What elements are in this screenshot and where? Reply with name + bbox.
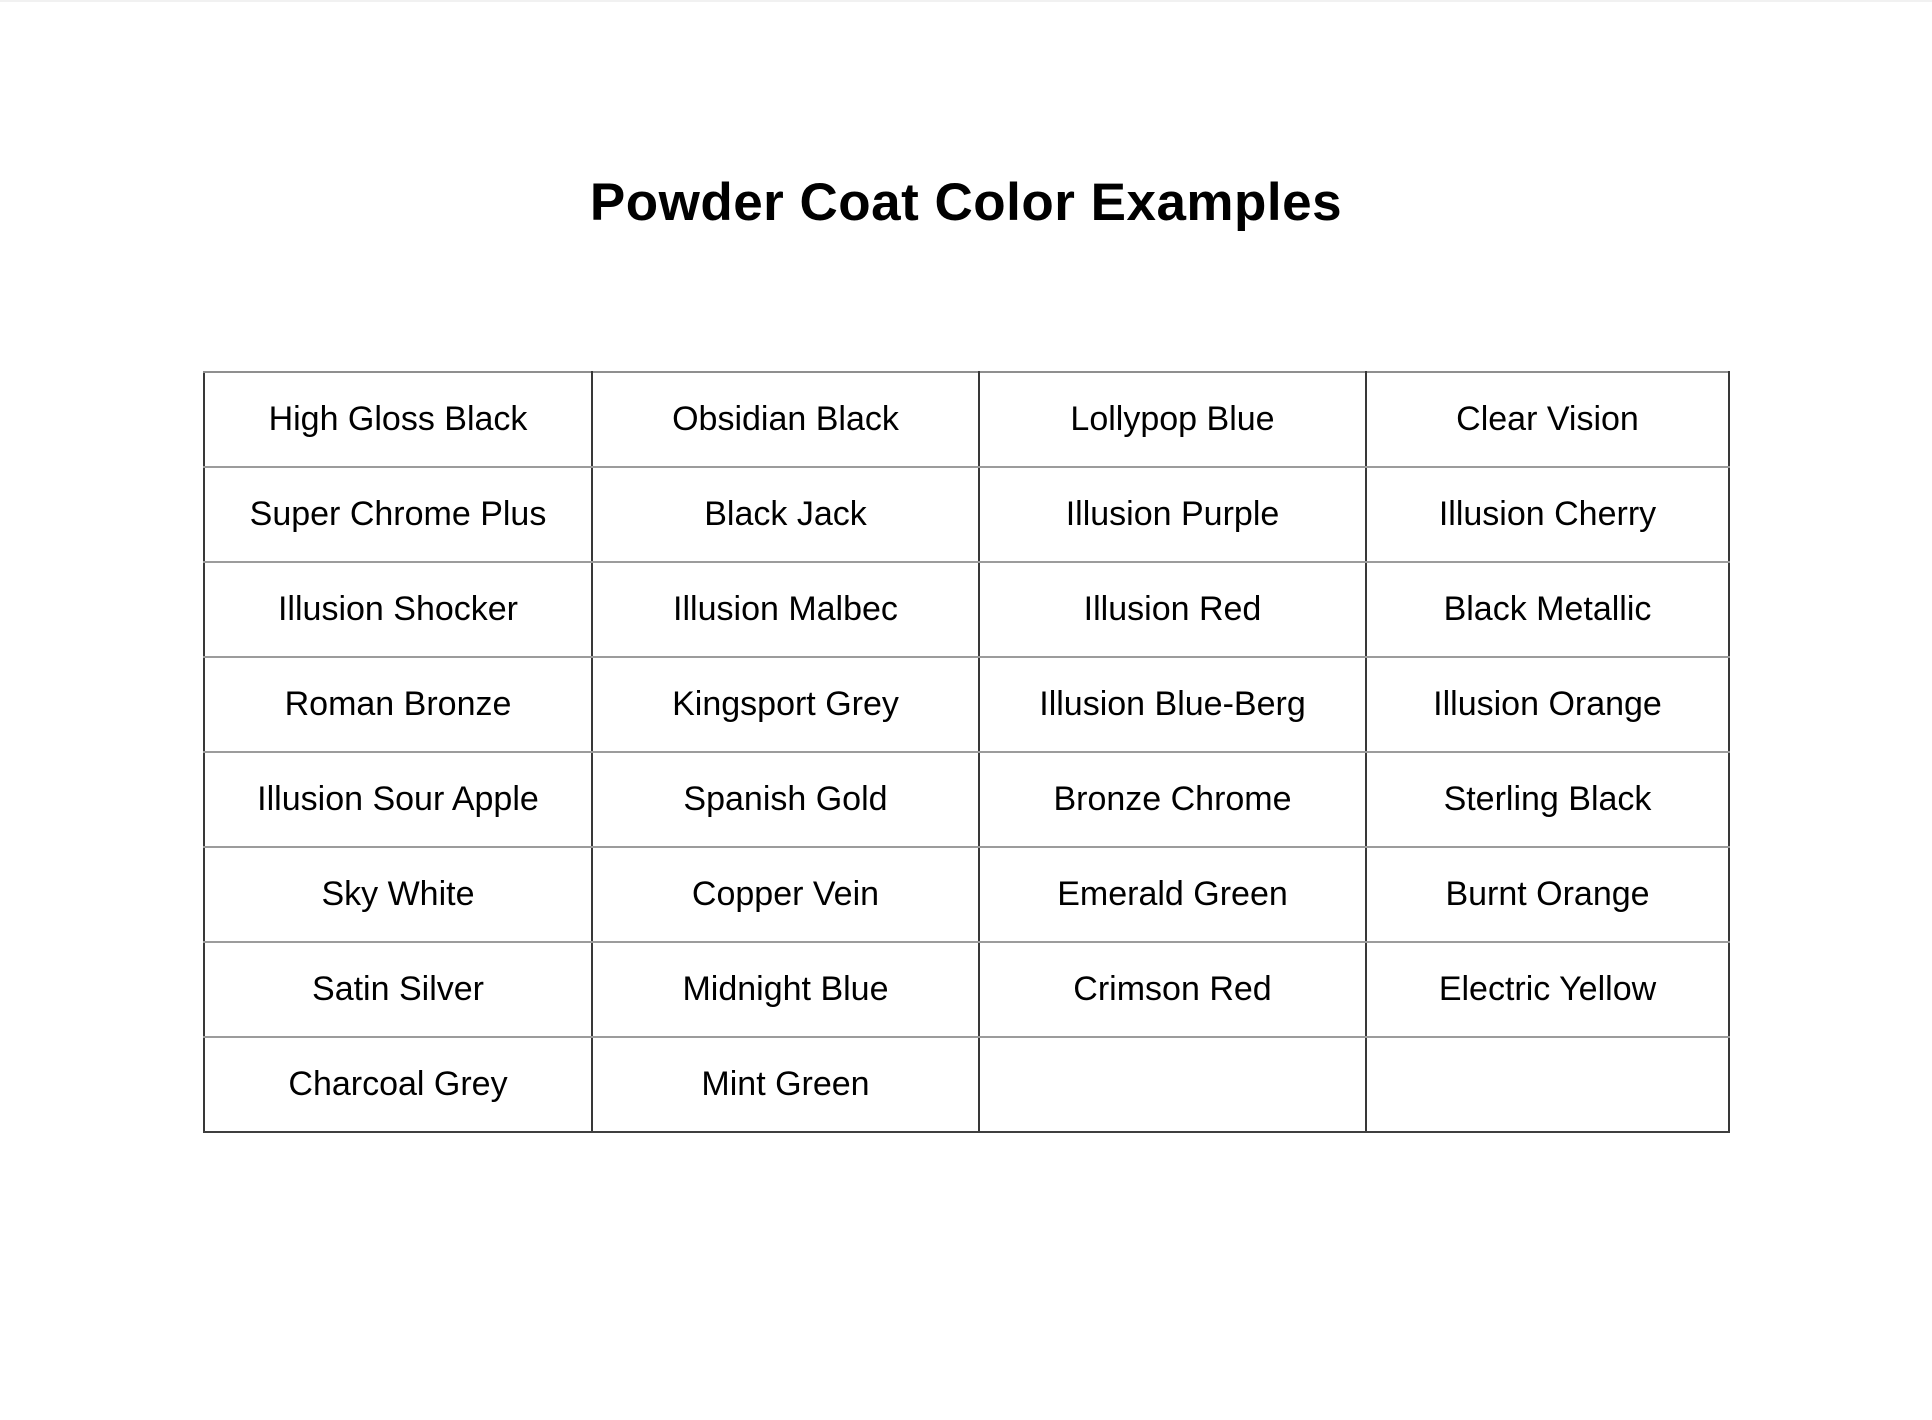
table-cell: High Gloss Black — [204, 372, 592, 467]
table-row — [204, 657, 1729, 752]
powder-coat-color-table — [203, 371, 1730, 1133]
table-row — [204, 467, 1729, 562]
table-cell: Clear Vision — [1366, 372, 1729, 467]
table-cell: Roman Bronze — [204, 657, 592, 752]
table-cell: Spanish Gold — [592, 752, 979, 847]
table-cell: Satin Silver — [204, 942, 592, 1037]
table-row — [204, 847, 1729, 942]
table-cell: Illusion Blue-Berg — [979, 657, 1366, 752]
table-row — [204, 752, 1729, 847]
table-cell: Illusion Shocker — [204, 562, 592, 657]
table-cell: Charcoal Grey — [204, 1037, 592, 1132]
table-cell: Illusion Purple — [979, 467, 1366, 562]
table-row — [204, 1037, 1729, 1132]
table-row — [204, 562, 1729, 657]
table-cell: Lollypop Blue — [979, 372, 1366, 467]
table-cell: Black Jack — [592, 467, 979, 562]
table-cell: Illusion Sour Apple — [204, 752, 592, 847]
table-cell: Illusion Cherry — [1366, 467, 1729, 562]
table-cell: Bronze Chrome — [979, 752, 1366, 847]
table-cell-empty — [979, 1037, 1366, 1132]
table-row — [204, 942, 1729, 1037]
table-cell: Illusion Malbec — [592, 562, 979, 657]
table-cell: Illusion Orange — [1366, 657, 1729, 752]
table-cell: Obsidian Black — [592, 372, 979, 467]
table-cell: Burnt Orange — [1366, 847, 1729, 942]
table-cell: Midnight Blue — [592, 942, 979, 1037]
table-cell: Emerald Green — [979, 847, 1366, 942]
table-cell: Kingsport Grey — [592, 657, 979, 752]
page-top-divider — [0, 0, 1932, 2]
table-cell: Illusion Red — [979, 562, 1366, 657]
table-row — [204, 372, 1729, 467]
table-cell: Sky White — [204, 847, 592, 942]
table-cell: Black Metallic — [1366, 562, 1729, 657]
table-cell: Crimson Red — [979, 942, 1366, 1037]
table-cell: Sterling Black — [1366, 752, 1729, 847]
table-cell-empty — [1366, 1037, 1729, 1132]
table-cell: Super Chrome Plus — [204, 467, 592, 562]
table-cell: Copper Vein — [592, 847, 979, 942]
table-cell: Electric Yellow — [1366, 942, 1729, 1037]
page-title: Powder Coat Color Examples — [589, 173, 1343, 232]
table-cell: Mint Green — [592, 1037, 979, 1132]
